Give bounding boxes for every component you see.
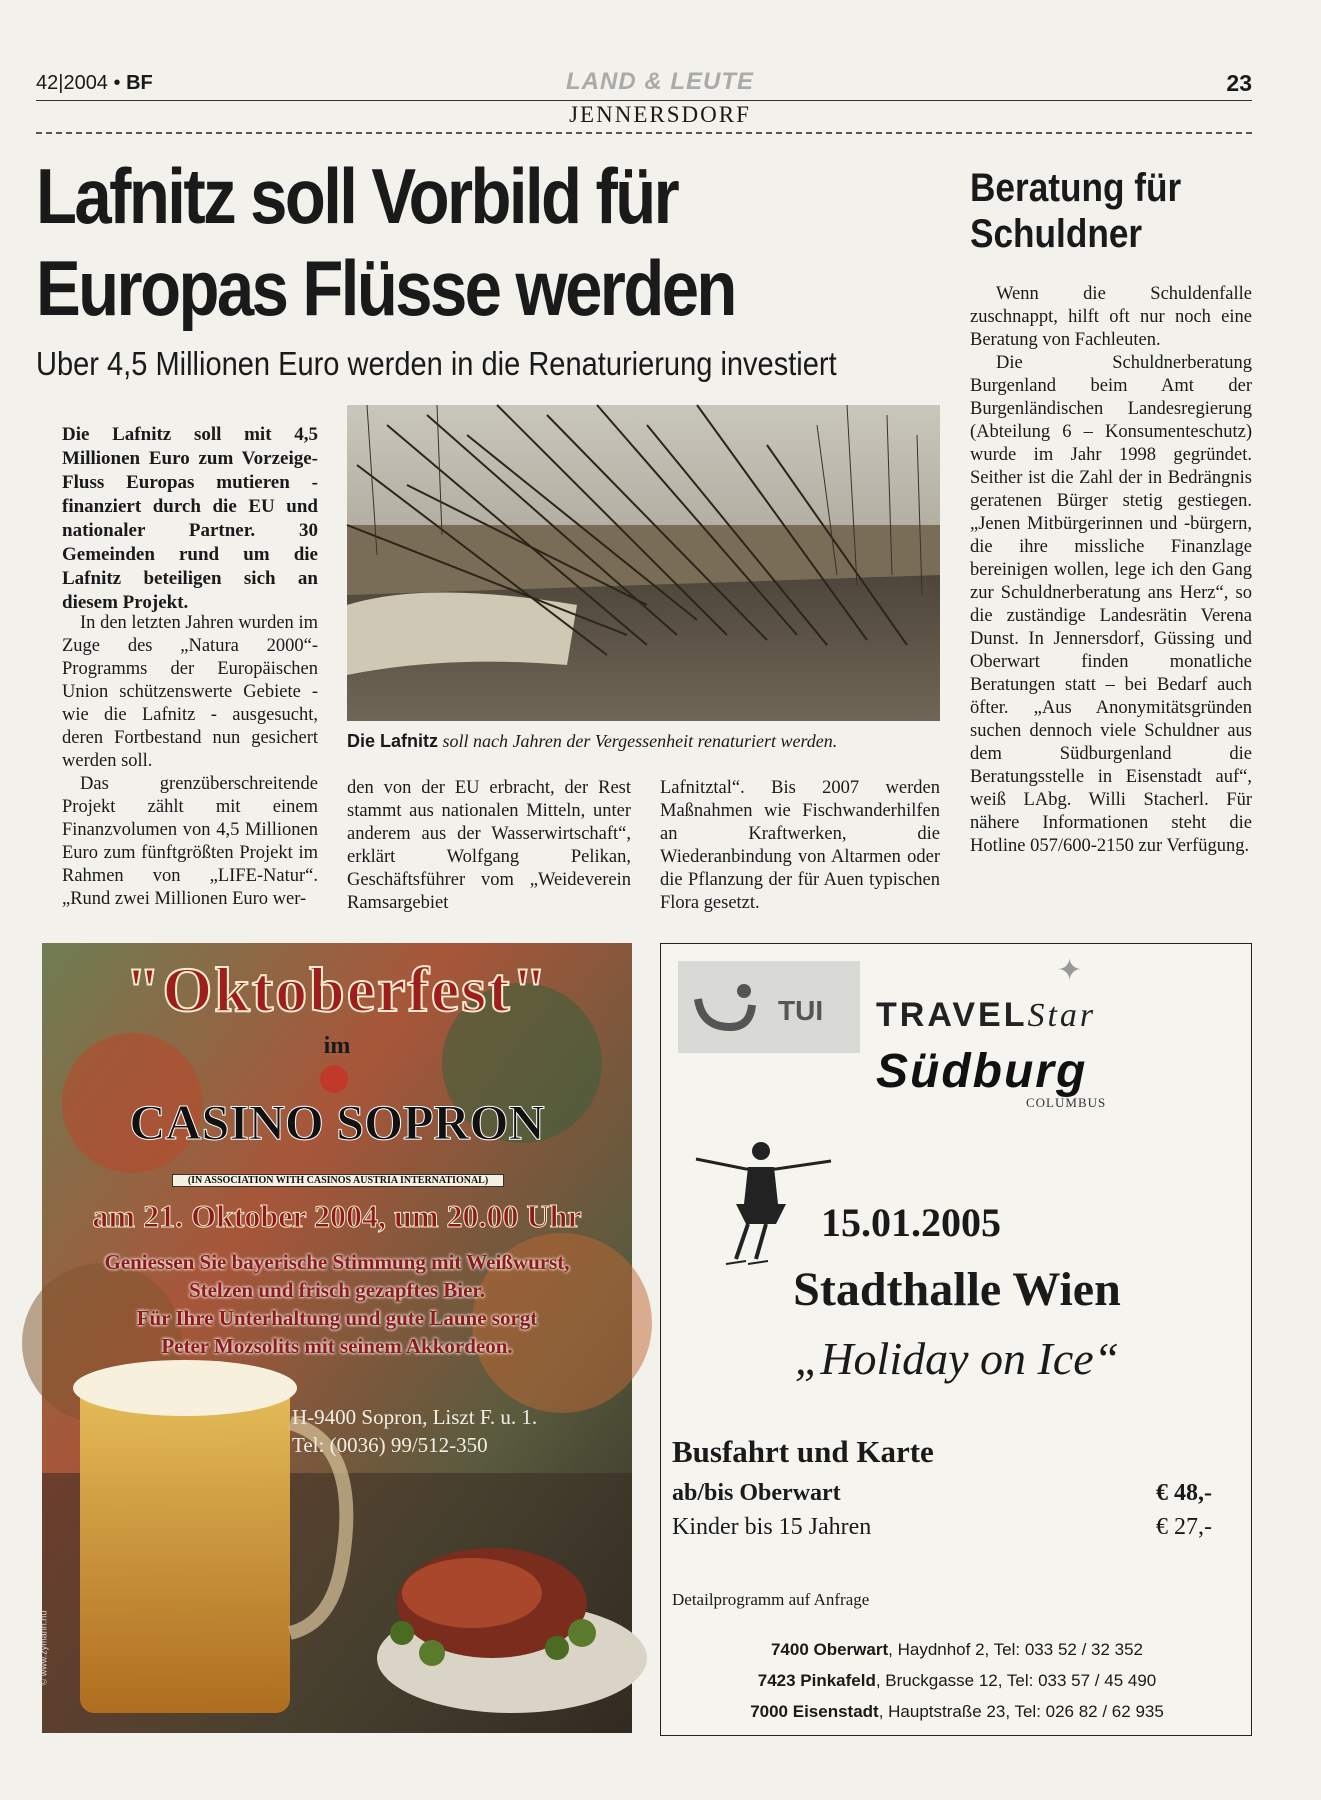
offer-box [672,1434,1212,1544]
columbus-text: COLUMBUS [1026,1095,1107,1110]
oktoberfest-title: "Oktoberfest" [124,954,550,1025]
tui-logo-box [678,961,860,1053]
main-headline [36,150,735,334]
price-row-adult [672,1476,1212,1510]
event-line-4: Peter Mozsolits mit seinem Akkordeon. [161,1334,513,1358]
body-col3-text: Lafnitztal“. Bis 2007 werden Maßnahmen wie Fischwanderhilfen an Kraftwerken, die Wiederanbindung von Altarmen oder die Pflanzung der für Auen typischen Flora gesetzt. [660,778,940,913]
travel-text: TRAVEL [876,996,1028,1034]
header-dashed-rule [36,132,1252,134]
body-column-3 [660,777,940,915]
body-column-1 [62,612,318,911]
event-date-tui: 15.01.2005 [821,1200,1001,1245]
body-col2-text: den von der EU erbracht, der Rest stammt aus nationalen Mitteln, unter anderem aus der Wasserwirtschaft“, erklärt Wolfgang Pelikan, Geschäftsführer vom „Weideverein Ramsargebiet [347,778,631,913]
office-eisenstadt-details: , Hauptstraße 23, Tel: 026 82 / 62 935 [878,1702,1164,1721]
casino-name: CASINO SOPRON [129,1094,545,1150]
header-rule [36,100,1252,101]
headline-line-1: Lafnitz soll Vorbild für [36,152,678,240]
event-venue-tui: Stadthalle Wien [793,1263,1121,1316]
side-headline-line-1: Beratung für [970,166,1182,210]
star-text: Star [1027,997,1097,1034]
lead-paragraph: Die Lafnitz soll mit 4,5 Millionen Euro zum Vorzeige-Fluss Europas mutieren - finanziert durch die EU und nationaler Partner. 30 Gemeinden rund um die Lafnitz beteiligen sich an diesem Projekt. [62,424,318,613]
body-col1-p2: Das grenzüberschreitende Projekt zählt mit einem Finanzvolumen von 4,5 Millionen Euro zum fünftgrößten Projekt im Rahmen von „LIFE-Natur“. „Rund zwei Millionen Euro wer- [62,774,318,909]
side-headline-line-2: Schuldner [970,212,1143,256]
side-p2: Die Schuldnerberatung Burgenland beim Amt der Burgenländischen Landesregierung (Abteilung 6 – Konsumenteschutz) wurde im Jahr 1998 gegründet. Seither ist die Zahl der in Bedrängnis geratenen Bürger stetig gestiegen. „Jenen Mitbürgerinnen und -bürgern, die ihre missliche Finanzlage bereinigen wollen, lege ich den Gang zur Schuldnerberatung ans Herz“, so die zuständige Landesrätin Verena Dunst. In Jennersdorf, Güssing und Oberwart finden monatliche Beratungen statt – bei Bedarf auch öfter. „Aus Anonymitätsgründen suchen dennoch viele Schuldner aus dem Südburgenland die Beratungsstelle in Eisenstadt auf“, weiß LAbg. Willi Stacherl. Für nähere Informationen steht die Hotline 057/600-2150 zur Verfügung. [970,353,1252,856]
issue-bullet: • [113,72,121,94]
event-line-1: Geniessen Sie bayerische Stimmung mit Weißwurst, [104,1250,570,1274]
paper-name: BF [126,72,153,94]
casino-phone: Tel: (0036) 99/512-350 [292,1433,488,1457]
casino-ad [38,943,632,1733]
region-title: JENNERSDORF [569,102,751,127]
price-child-label: Kinder bis 15 Jahren [672,1514,872,1540]
body-column-2 [347,777,631,915]
show-name: „Holiday on Ice“ [794,1333,1120,1384]
side-article-body [970,283,1252,858]
event-line-2: Stelzen und frisch gezapftes Bier. [188,1278,486,1302]
price-row-child [672,1510,1212,1544]
photo-caption [347,731,940,752]
office-list [661,1634,1253,1727]
ice-skater-icon [686,1129,836,1279]
offer-title: Busfahrt und Karte [672,1434,934,1469]
tui-smile-icon [692,983,762,1035]
office-oberwart-city: 7400 Oberwart [770,1640,889,1659]
river-photo [347,405,940,721]
casino-association: (IN ASSOCIATION WITH CASINOS AUSTRIA INTERNATIONAL) [172,1174,504,1187]
office-pinkafeld [661,1665,1253,1696]
office-pinkafeld-details: , Bruckgasse 12, Tel: 033 57 / 45 490 [875,1671,1157,1690]
issue-line [36,72,153,95]
tui-ad [660,943,1252,1736]
casino-credit: © www.zymann.hu [38,1610,49,1686]
office-oberwart [661,1634,1253,1665]
office-pinkafeld-city: 7423 Pinkafeld [757,1671,876,1690]
office-eisenstadt-city: 7000 Eisenstadt [750,1702,879,1721]
river-photo-image [347,405,940,721]
office-eisenstadt [661,1696,1253,1727]
im-text: im [323,1033,351,1059]
side-p1: Wenn die Schuldenfalle zuschnappt, hilft oft nur noch eine Beratung von Fachleuten. [970,284,1252,350]
section-title: LAND & LEUTE [566,68,754,95]
tui-text: TUI [778,995,824,1026]
side-headline [970,165,1181,257]
page-number: 23 [1226,70,1252,96]
detail-note: Detailprogramm auf Anfrage [672,1590,870,1609]
caption-bold: Die Lafnitz [347,731,439,751]
issue-number: 42|2004 [36,72,108,94]
casino-contact [292,1403,537,1459]
subheadline: Uber 4,5 Millionen Euro werden in die Renaturierung investiert [36,345,837,382]
event-line-3: Für Ihre Unterhaltung und gute Laune sorgt [136,1306,538,1330]
headline-line-2: Europas Flüsse werden [36,244,735,332]
price-adult-label: ab/bis Oberwart [672,1480,841,1506]
office-oberwart-details: , Haydnhof 2, Tel: 033 52 / 32 352 [888,1640,1144,1659]
travel-star-logo [876,996,1096,1035]
event-description [42,1248,632,1360]
caption-text: soll nach Jahren der Vergessenheit renaturiert werden. [442,731,838,751]
price-child-value: € 27,- [1156,1514,1212,1540]
price-adult-value: € 48,- [1156,1480,1212,1506]
casino-address: H-9400 Sopron, Liszt F. u. 1. [292,1405,538,1429]
casino-logo-icon [320,1065,348,1093]
body-col1-p1: In den letzten Jahren wurden im Zuge des „Natura 2000“-Programms der Europäischen Union schützenswerte Gebiete - wie die Lafnitz - ausgesucht, deren Fortbestand nun gesichert werden soll. [62,613,318,771]
star-sparkle-icon: ✦ [1057,954,1083,987]
event-date: am 21. Oktober 2004, um 20.00 Uhr [92,1198,582,1234]
suedburg-logo: Südburg [876,1045,1088,1098]
